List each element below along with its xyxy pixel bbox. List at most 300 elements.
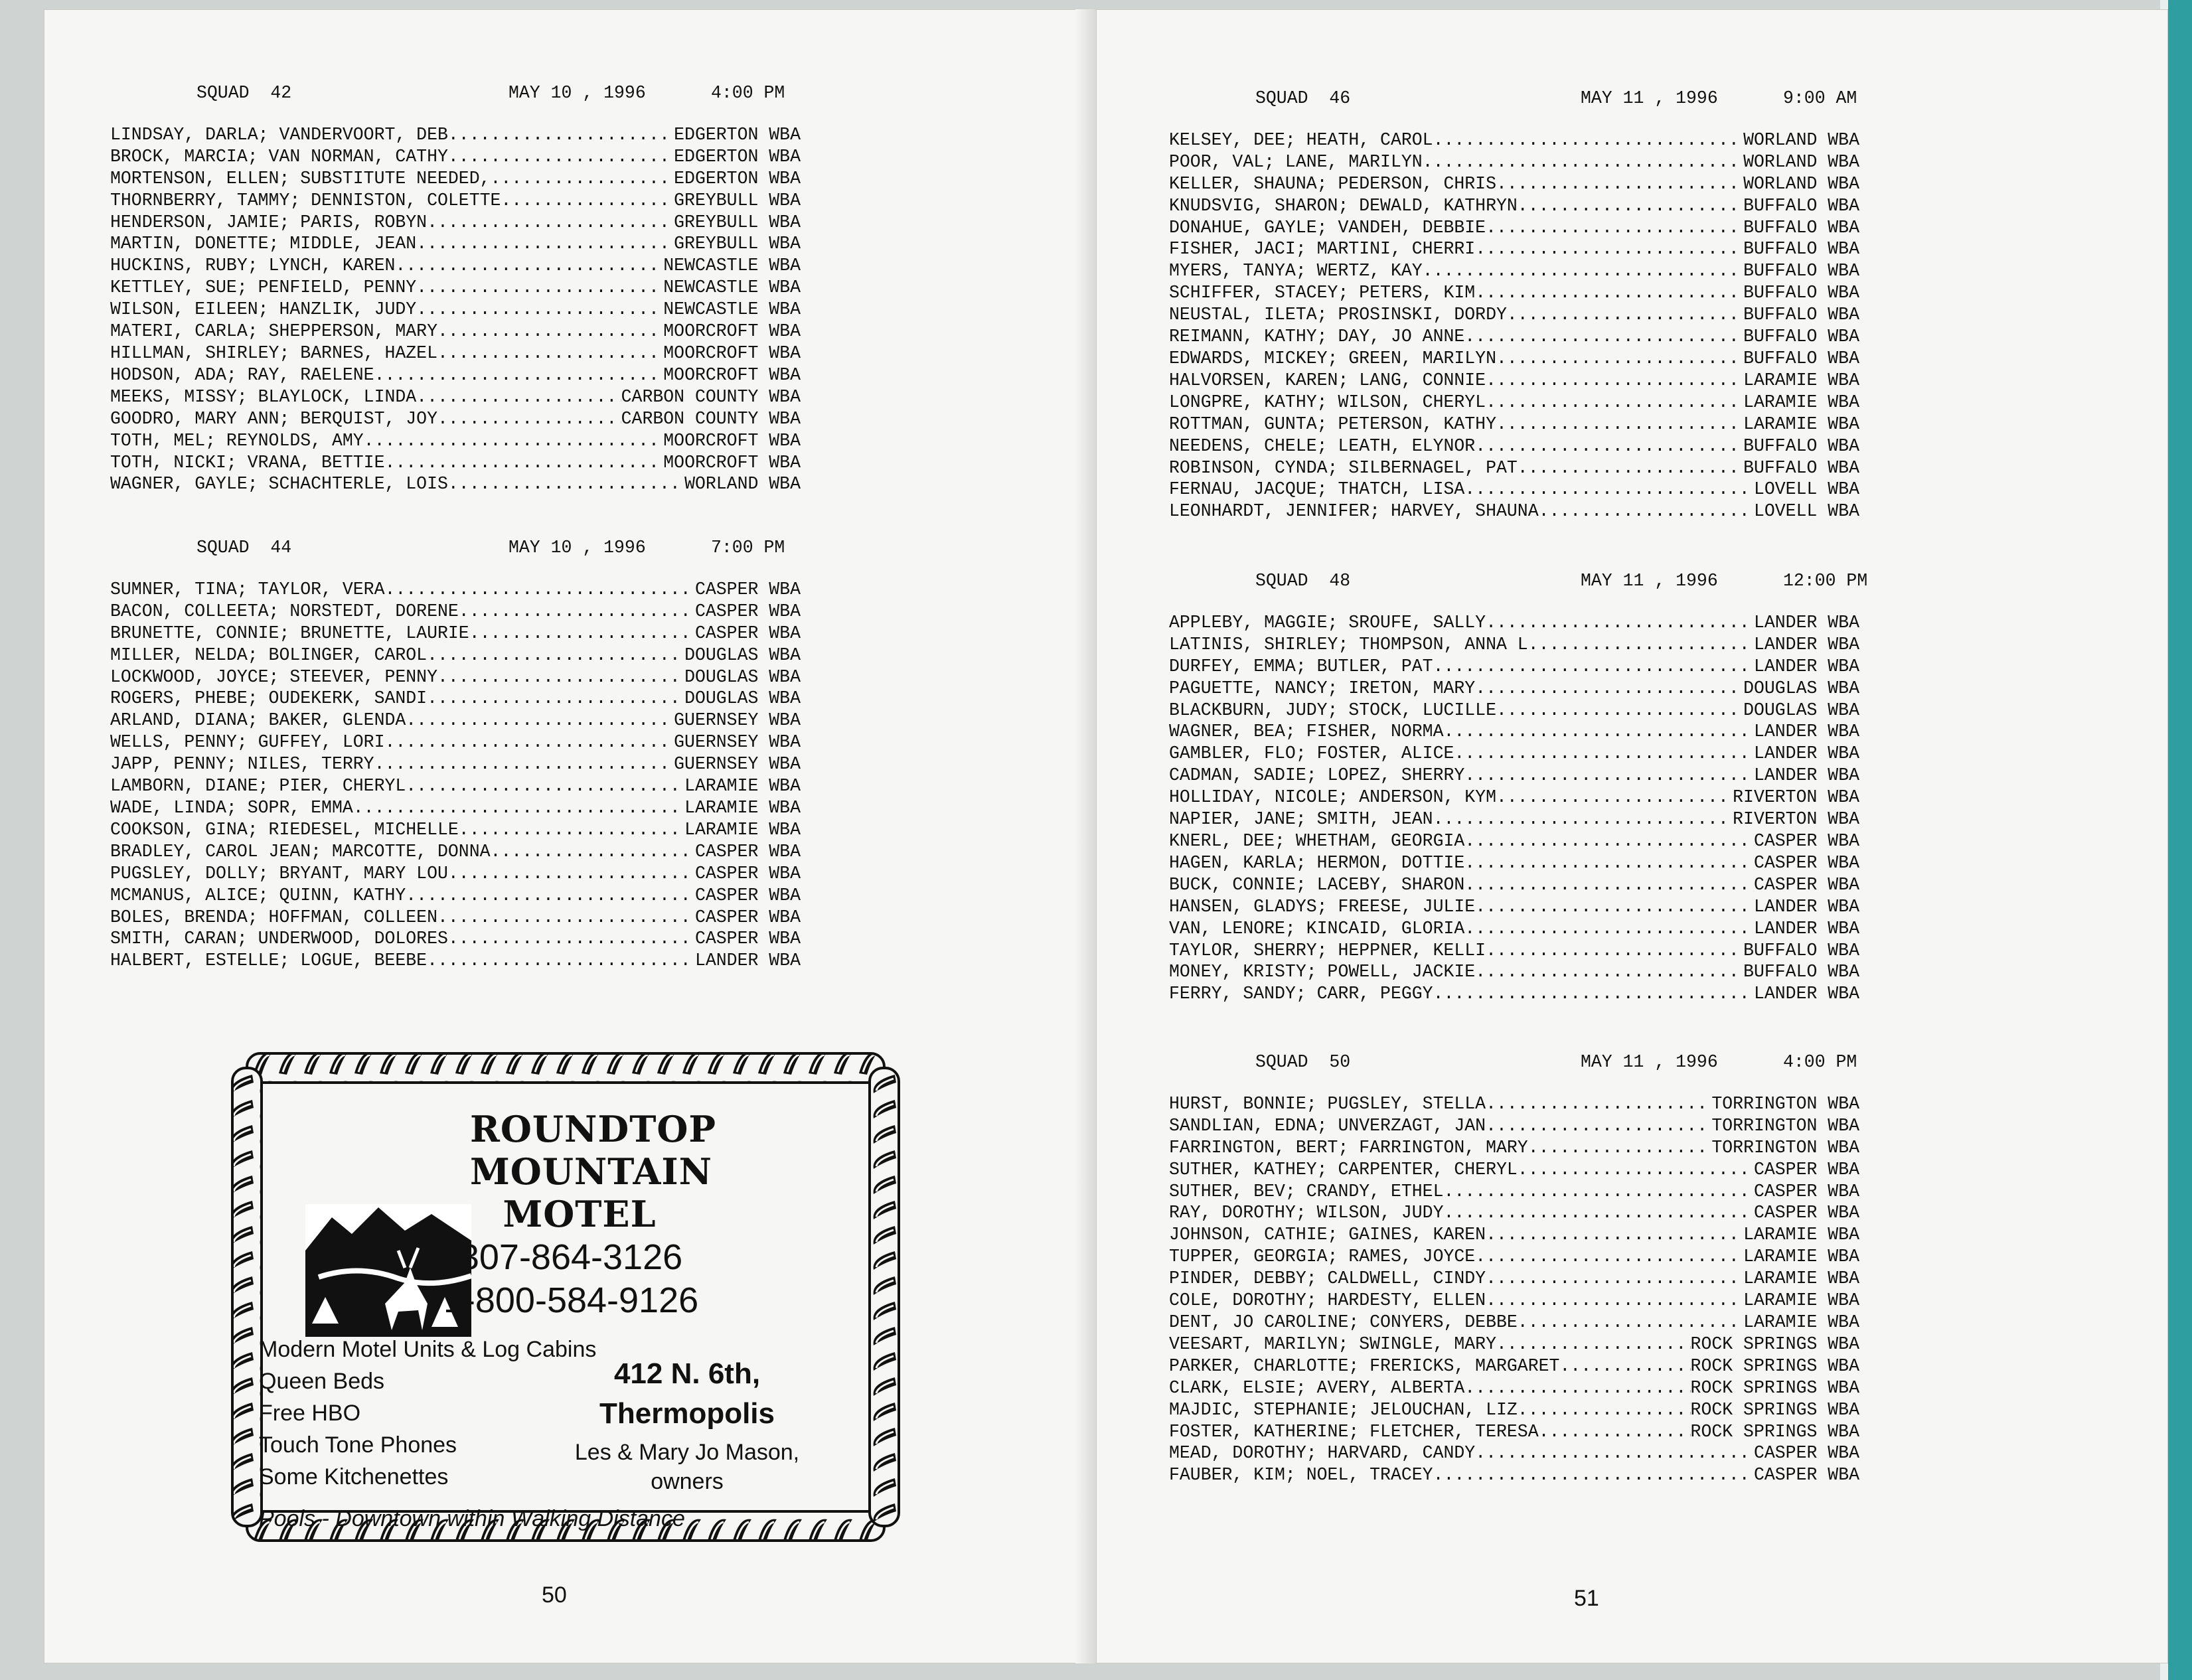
bowler-names: LEONHARDT, JENNIFER; HARVEY, SHAUNA <box>1169 501 1539 522</box>
association-name: CASPER WBA <box>694 863 801 883</box>
bowler-names: SCHIFFER, STACEY; PETERS, KIM <box>1169 283 1476 303</box>
bowler-names: WAGNER, BEA; FISHER, NORMA <box>1169 722 1444 742</box>
entry-row <box>1169 151 1859 173</box>
entry-row <box>1169 1268 1859 1290</box>
entry-row <box>110 146 801 168</box>
dot-leader <box>1486 940 1743 962</box>
dot-leader <box>1443 721 1754 743</box>
association-name: CASPER WBA <box>1753 874 1859 895</box>
bowler-names: MONEY, KRISTY; POWELL, JACKIE <box>1169 962 1476 982</box>
tollfree-phone: 1-800-584-9126 <box>443 1280 699 1320</box>
entry-row <box>110 579 801 601</box>
local-phone: 307-864-3126 <box>459 1237 683 1277</box>
bowler-names: JAPP, PENNY; NILES, TERRY <box>110 754 374 775</box>
dot-leader <box>1539 1421 1691 1443</box>
dot-leader <box>437 666 684 688</box>
bowler-names: MEEKS, MISSY; BLAYLOCK, LINDA <box>110 386 417 407</box>
bowler-names: TUPPER, GEORGIA; RAMES, JOYCE <box>1169 1247 1476 1267</box>
squad-section <box>1169 1051 2152 1486</box>
association-name: CARBON COUNTY WBA <box>621 408 801 429</box>
association-name: LARAMIE WBA <box>684 819 801 840</box>
dot-leader <box>1475 961 1743 983</box>
squad-label: SQUAD 42 <box>196 83 292 103</box>
bowler-names: WELLS, PENNY; GUFFEY, LORI <box>110 732 385 753</box>
bowler-names: POOR, VAL; LANE, MARILYN <box>1169 151 1423 172</box>
association-name: BUFFALO WBA <box>1743 239 1859 260</box>
bowler-names: KELSEY, DEE; HEATH, CAROL <box>1169 129 1433 150</box>
bowler-names: KNUDSVIG, SHARON; DEWALD, KATHRYN <box>1169 195 1518 216</box>
entry-row <box>1169 1115 1859 1137</box>
bowler-names: MORTENSON, ELLEN; SUBSTITUTE NEEDED, <box>110 168 491 189</box>
association-name: GREYBULL WBA <box>674 234 801 254</box>
dot-leader <box>1486 1115 1711 1137</box>
association-name: LANDER WBA <box>1753 984 1859 1004</box>
dot-leader <box>448 473 684 495</box>
dot-leader <box>384 731 674 753</box>
dot-leader <box>1423 151 1743 173</box>
entry-row <box>110 775 801 797</box>
bowler-names: FOSTER, KATHERINE; FLETCHER, TERESA <box>1169 1421 1539 1442</box>
bowler-names: SUTHER, KATHEY; CARPENTER, CHERYL <box>1169 1159 1518 1180</box>
entry-row <box>1169 830 1859 852</box>
bowler-names: TAYLOR, SHERRY; HEPPNER, KELLI <box>1169 940 1486 960</box>
association-name: CASPER WBA <box>694 623 801 643</box>
squad-section <box>110 537 1093 972</box>
entry-row <box>1169 700 1859 722</box>
entry-row <box>110 623 801 645</box>
association-name: DOUGLAS WBA <box>684 666 801 687</box>
association-name: LARAMIE WBA <box>684 776 801 797</box>
dot-leader <box>1528 634 1754 656</box>
dot-leader <box>395 255 663 277</box>
bowler-names: VAN, LENORE; KINCAID, GLORIA <box>1169 918 1465 939</box>
association-name: MOORCROFT WBA <box>663 321 801 342</box>
entry-row <box>1169 435 1859 457</box>
bowler-names: WADE, LINDA; SOPR, EMMA <box>110 797 353 818</box>
bowler-names: WILSON, EILEEN; HANZLIK, JUDY <box>110 299 417 320</box>
motel-name <box>470 1108 717 1235</box>
dot-leader <box>1423 260 1743 282</box>
association-name: DOUGLAS WBA <box>1743 678 1859 698</box>
bowler-names: MAJDIC, STEPHANIE; JELOUCHAN, LIZ <box>1169 1399 1518 1420</box>
bowler-names: PUGSLEY, DOLLY; BRYANT, MARY LOU <box>110 863 448 883</box>
bowler-names: LAMBORN, DIANE; PIER, CHERYL <box>110 776 406 797</box>
dot-leader <box>1433 983 1754 1005</box>
entry-row <box>1169 874 1859 896</box>
association-name: CARBON COUNTY WBA <box>621 386 801 407</box>
entry-row <box>1169 370 1859 392</box>
dot-leader <box>1539 500 1754 522</box>
entry-row <box>1169 678 1859 700</box>
page-number: 50 <box>542 1582 567 1608</box>
association-name: CASPER WBA <box>694 601 801 621</box>
bowler-names: SUTHER, BEV; CRANDY, ETHEL <box>1169 1181 1444 1201</box>
bowler-names: COLE, DOROTHY; HARDESTY, ELLEN <box>1169 1290 1486 1311</box>
entry-row <box>110 233 801 255</box>
association-name: EDGERTON WBA <box>674 168 801 189</box>
dot-leader <box>1486 217 1743 239</box>
association-name: BUFFALO WBA <box>1743 261 1859 281</box>
association-name: BUFFALO WBA <box>1743 283 1859 303</box>
squad-date: MAY 10 , 1996 <box>509 538 646 558</box>
owners-line: Les & Mary Jo Mason, <box>574 1440 800 1465</box>
bowler-names: APPLEBY, MAGGIE; SROUFE, SALLY <box>1169 612 1486 633</box>
entry-row <box>1169 1334 1859 1355</box>
dot-leader <box>1486 1268 1743 1290</box>
feature-item: Queen Beds <box>259 1369 385 1394</box>
squad-time: 7:00 PM <box>711 538 785 558</box>
association-name: LANDER WBA <box>1753 612 1859 633</box>
entry-row <box>110 885 801 907</box>
entry-row <box>1169 392 1859 414</box>
association-name: GUERNSEY WBA <box>674 732 801 753</box>
bowler-names: NAPIER, JANE; SMITH, JEAN <box>1169 809 1433 830</box>
entry-row <box>1169 852 1859 874</box>
squad-time: 9:00 AM <box>1783 88 1857 108</box>
dot-leader <box>374 364 664 386</box>
dot-leader <box>1518 1312 1743 1334</box>
entry-row <box>110 731 801 753</box>
association-name: CASPER WBA <box>1753 1465 1859 1486</box>
dot-leader <box>1507 304 1743 326</box>
entry-row <box>1169 457 1859 479</box>
dot-leader <box>1496 700 1743 722</box>
bowler-names: MILLER, NELDA; BOLINGER, CAROL <box>110 645 428 665</box>
squad-time: 12:00 PM <box>1783 571 1868 591</box>
entry-row <box>110 364 801 386</box>
bowler-names: CADMAN, SADIE; LOPEZ, SHERRY <box>1169 765 1465 786</box>
feature-item: Modern Motel Units & Log Cabins <box>259 1337 597 1362</box>
bowler-names: HODSON, ADA; RAY, RAELENE <box>110 364 374 385</box>
entry-row <box>110 168 801 190</box>
dot-leader <box>1464 326 1743 348</box>
dot-leader <box>1486 370 1743 392</box>
entry-row <box>1169 129 1859 151</box>
motel-name-line: ROUNDTOP <box>470 1108 717 1150</box>
dot-leader <box>1475 435 1743 457</box>
entry-row <box>1169 260 1859 282</box>
association-name: CASPER WBA <box>1753 1443 1859 1464</box>
association-name: EDGERTON WBA <box>674 146 801 167</box>
dot-leader <box>437 343 663 364</box>
association-name: LARAMIE WBA <box>684 797 801 818</box>
entry-row <box>1169 195 1859 217</box>
entry-row <box>1169 1355 1859 1377</box>
squad-date: MAY 11 , 1996 <box>1581 1052 1718 1072</box>
entry-row <box>110 863 801 885</box>
association-name: LANDER WBA <box>1753 656 1859 676</box>
dot-leader <box>1496 787 1733 808</box>
dot-leader <box>384 452 663 474</box>
entry-row <box>1169 1421 1859 1443</box>
owners-label: owners <box>651 1469 724 1494</box>
dot-leader <box>1518 195 1743 217</box>
squad-label: SQUAD 46 <box>1255 88 1351 108</box>
entry-row <box>1169 1224 1859 1246</box>
entry-row <box>110 907 801 929</box>
dot-leader <box>491 168 674 190</box>
dot-leader <box>459 819 684 841</box>
bowler-names: BUCK, CONNIE; LACEBY, SHARON <box>1169 874 1465 895</box>
dot-leader <box>1464 1377 1690 1399</box>
association-name: RIVERTON WBA <box>1733 809 1859 830</box>
association-name: GREYBULL WBA <box>674 212 801 232</box>
entry-row <box>110 841 801 863</box>
page-edge-teal <box>2168 0 2192 1680</box>
association-name: CASPER WBA <box>1753 1203 1859 1223</box>
squad-time: 4:00 PM <box>711 83 785 103</box>
association-name: DOUGLAS WBA <box>684 688 801 709</box>
entry-row <box>1169 326 1859 348</box>
entry-row <box>1169 1377 1859 1399</box>
address-city: Thermopolis <box>599 1397 775 1430</box>
dot-leader <box>469 623 695 645</box>
association-name: BUFFALO WBA <box>1743 305 1859 325</box>
dot-leader <box>1496 173 1743 195</box>
bowler-names: RAY, DOROTHY; WILSON, JUDY <box>1169 1203 1444 1223</box>
association-name: LANDER WBA <box>1753 765 1859 786</box>
entry-row <box>1169 656 1859 678</box>
bowler-names: PARKER, CHARLOTTE; FRERICKS, MARGARET <box>1169 1355 1560 1376</box>
squad-header <box>1169 88 2152 110</box>
dot-leader <box>1433 129 1743 151</box>
dot-leader <box>1486 612 1754 634</box>
association-name: LANDER WBA <box>1753 722 1859 742</box>
bowler-names: HAGEN, KARLA; HERMON, DOTTIE <box>1169 852 1465 873</box>
bowler-names: HUCKINS, RUBY; LYNCH, KAREN <box>110 256 396 276</box>
entry-row <box>110 819 801 841</box>
dot-leader <box>384 579 695 601</box>
bowler-names: DENT, JO CAROLINE; CONYERS, DEBBE <box>1169 1312 1518 1332</box>
ad-tagline: Pools - Downtown within Walking Distance <box>259 1506 685 1531</box>
entry-row <box>1169 1159 1859 1181</box>
address-line: 412 N. 6th, <box>613 1357 761 1390</box>
bowler-names: SUMNER, TINA; TAYLOR, VERA <box>110 579 385 599</box>
association-name: LANDER WBA <box>1753 918 1859 939</box>
dot-leader <box>1464 765 1754 787</box>
dot-leader <box>1518 1399 1691 1421</box>
right-page <box>1096 9 2168 1663</box>
bowler-names: FERNAU, JACQUE; THATCH, LISA <box>1169 479 1465 500</box>
entry-row <box>110 666 801 688</box>
dot-leader <box>1464 852 1754 874</box>
association-name: LARAMIE WBA <box>1743 370 1859 390</box>
squad-label: SQUAD 44 <box>196 538 292 558</box>
entry-row <box>1169 282 1859 304</box>
bowler-names: BROCK, MARCIA; VAN NORMAN, CATHY <box>110 146 448 167</box>
dot-leader <box>437 907 695 929</box>
dot-leader <box>1518 1159 1754 1181</box>
dot-leader <box>416 233 674 255</box>
entry-row <box>110 950 801 972</box>
association-name: WORLAND WBA <box>1743 173 1859 194</box>
dot-leader <box>427 212 674 234</box>
dot-leader <box>1464 479 1754 500</box>
entry-row <box>1169 1312 1859 1334</box>
entry-row <box>1169 808 1859 830</box>
bowler-names: HILLMAN, SHIRLEY; BARNES, HAZEL <box>110 343 437 363</box>
dot-leader <box>427 688 684 710</box>
entry-row <box>1169 1137 1859 1159</box>
association-name: GUERNSEY WBA <box>674 710 801 731</box>
squad-date: MAY 11 , 1996 <box>1581 571 1718 591</box>
bowler-names: HANSEN, GLADYS; FREESE, JULIE <box>1169 896 1476 917</box>
entry-row <box>110 124 801 146</box>
squad-label: SQUAD 50 <box>1255 1052 1351 1072</box>
entry-row <box>1169 612 1859 634</box>
dot-leader <box>1475 1442 1754 1464</box>
bowler-names: PAGUETTE, NANCY; IRETON, MARY <box>1169 678 1476 698</box>
association-name: WORLAND WBA <box>684 474 801 495</box>
entry-row <box>110 430 801 452</box>
dot-leader <box>1559 1355 1690 1377</box>
bowler-names: GOODRO, MARY ANN; BERQUIST, JOY <box>110 408 437 429</box>
squad-section <box>110 82 1093 495</box>
squad-section <box>1169 570 2152 1005</box>
entry-row <box>1169 1442 1859 1464</box>
entry-row <box>110 753 801 775</box>
dot-leader <box>1454 743 1754 765</box>
squad-header <box>110 82 1093 104</box>
entry-row <box>1169 1290 1859 1312</box>
bowler-names: ROBINSON, CYNDA; SILBERNAGEL, PAT <box>1169 457 1518 478</box>
dot-leader <box>353 797 684 819</box>
association-name: BUFFALO WBA <box>1743 348 1859 368</box>
bowler-names: WAGNER, GAYLE; SCHACHTERLE, LOIS <box>110 474 448 495</box>
entry-row <box>1169 304 1859 326</box>
dot-leader <box>406 775 684 797</box>
bowler-names: BRUNETTE, CONNIE; BRUNETTE, LAURIE <box>110 623 469 643</box>
entry-row <box>1169 765 1859 787</box>
dot-leader <box>448 863 695 885</box>
squad-entries <box>110 579 1093 972</box>
bowler-names: SANDLIAN, EDNA; UNVERZAGT, JAN <box>1169 1115 1486 1136</box>
entry-row <box>110 452 801 474</box>
bowler-names: DONAHUE, GAYLE; VANDEH, DEBBIE <box>1169 217 1486 238</box>
association-name: BUFFALO WBA <box>1743 217 1859 238</box>
dot-leader <box>1475 238 1743 260</box>
motel-name-line: MOUNTAIN <box>470 1150 713 1193</box>
dot-leader <box>1464 830 1754 852</box>
entry-row <box>1169 983 1859 1005</box>
association-name: ROCK SPRINGS WBA <box>1690 1399 1859 1420</box>
entry-row <box>110 321 801 343</box>
association-name: CASPER WBA <box>1753 852 1859 873</box>
dot-leader <box>459 601 695 623</box>
bowler-names: MYERS, TANYA; WERTZ, KAY <box>1169 261 1423 281</box>
entry-row <box>110 797 801 819</box>
dot-leader <box>501 190 674 212</box>
squad-header <box>110 537 1093 559</box>
dot-leader <box>416 277 663 299</box>
entry-row <box>1169 479 1859 500</box>
bowler-names: JOHNSON, CATHIE; GAINES, KAREN <box>1169 1225 1486 1245</box>
entry-row <box>1169 414 1859 435</box>
association-name: WORLAND WBA <box>1743 129 1859 150</box>
association-name: ROCK SPRINGS WBA <box>1690 1377 1859 1398</box>
association-name: GREYBULL WBA <box>674 190 801 210</box>
bowler-names: TOTH, MEL; REYNOLDS, AMY <box>110 430 364 451</box>
bowler-names: CLARK, ELSIE; AVERY, ALBERTA <box>1169 1377 1465 1398</box>
dot-leader <box>374 753 674 775</box>
entry-row <box>1169 1399 1859 1421</box>
entry-row <box>110 710 801 731</box>
entry-row <box>110 688 801 710</box>
page-number: 51 <box>1574 1586 1599 1611</box>
bowler-names: ARLAND, DIANA; BAKER, GLENDA <box>110 710 406 731</box>
motel-name-line: MOTEL <box>503 1193 657 1235</box>
bowler-names: VEESART, MARILYN; SWINGLE, MARY <box>1169 1334 1496 1354</box>
dot-leader <box>1528 1137 1712 1159</box>
dot-leader <box>1486 1290 1743 1312</box>
entry-row <box>110 601 801 623</box>
dot-leader <box>437 321 663 343</box>
dot-leader <box>416 386 621 408</box>
bowler-names: HENDERSON, JAMIE; PARIS, ROBYN <box>110 212 428 232</box>
dot-leader <box>406 885 695 907</box>
association-name: RIVERTON WBA <box>1733 787 1859 808</box>
bowler-names: GAMBLER, FLO; FOSTER, ALICE <box>1169 743 1454 764</box>
bowler-names: FERRY, SANDY; CARR, PEGGY <box>1169 984 1433 1004</box>
entry-row <box>1169 1093 1859 1115</box>
feature-item: Touch Tone Phones <box>259 1432 457 1458</box>
squad-label: SQUAD 48 <box>1255 571 1351 591</box>
bowler-names: HOLLIDAY, NICOLE; ANDERSON, KYM <box>1169 787 1496 808</box>
association-name: TORRINGTON WBA <box>1711 1137 1859 1158</box>
entry-row <box>110 190 801 212</box>
entry-row <box>110 473 801 495</box>
dot-leader <box>448 928 695 950</box>
bowler-names: ROGERS, PHEBE; OUDEKERK, SANDI <box>110 688 428 709</box>
association-name: BUFFALO WBA <box>1743 435 1859 456</box>
association-name: CASPER WBA <box>694 841 801 862</box>
bowler-names: FISHER, JACI; MARTINI, CHERRI <box>1169 239 1476 260</box>
feature-item: Some Kitchenettes <box>259 1464 449 1489</box>
bowler-names: KELLER, SHAUNA; PEDERSON, CHRIS <box>1169 173 1496 194</box>
association-name: LANDER WBA <box>1753 896 1859 917</box>
association-name: NEWCASTLE WBA <box>663 299 801 320</box>
bowler-names: REIMANN, KATHY; DAY, JO ANNE <box>1169 327 1465 347</box>
bowler-names: BRADLEY, CAROL JEAN; MARCOTTE, DONNA <box>110 841 491 862</box>
association-name: LOVELL WBA <box>1753 479 1859 500</box>
squad-entries <box>1169 1093 2152 1486</box>
entry-row <box>1169 1181 1859 1203</box>
association-name: CASPER WBA <box>694 885 801 905</box>
entry-row <box>110 928 801 950</box>
entry-row <box>1169 173 1859 195</box>
association-name: LARAMIE WBA <box>1743 414 1859 434</box>
association-name: BUFFALO WBA <box>1743 195 1859 216</box>
squad-entries <box>110 124 1093 495</box>
dot-leader <box>1486 1224 1743 1246</box>
association-name: CASPER WBA <box>1753 830 1859 851</box>
dot-leader <box>448 124 674 146</box>
dot-leader <box>406 710 674 731</box>
association-name: MOORCROFT WBA <box>663 430 801 451</box>
association-name: TORRINGTON WBA <box>1711 1093 1859 1114</box>
dot-leader <box>1475 678 1743 700</box>
entry-row <box>110 255 801 277</box>
feature-item: Free HBO <box>259 1401 361 1426</box>
dot-leader <box>1433 656 1754 678</box>
bowler-names: BOLES, BRENDA; HOFFMAN, COLLEEN <box>110 907 437 927</box>
entry-row <box>110 277 801 299</box>
bowler-names: LATINIS, SHIRLEY; THOMPSON, ANNA L <box>1169 634 1528 654</box>
association-name: DOUGLAS WBA <box>1743 700 1859 720</box>
bowler-names: THORNBERRY, TAMMY; DENNISTON, COLETTE <box>110 190 501 210</box>
squad-date: MAY 10 , 1996 <box>509 83 646 103</box>
dot-leader <box>1496 348 1743 370</box>
